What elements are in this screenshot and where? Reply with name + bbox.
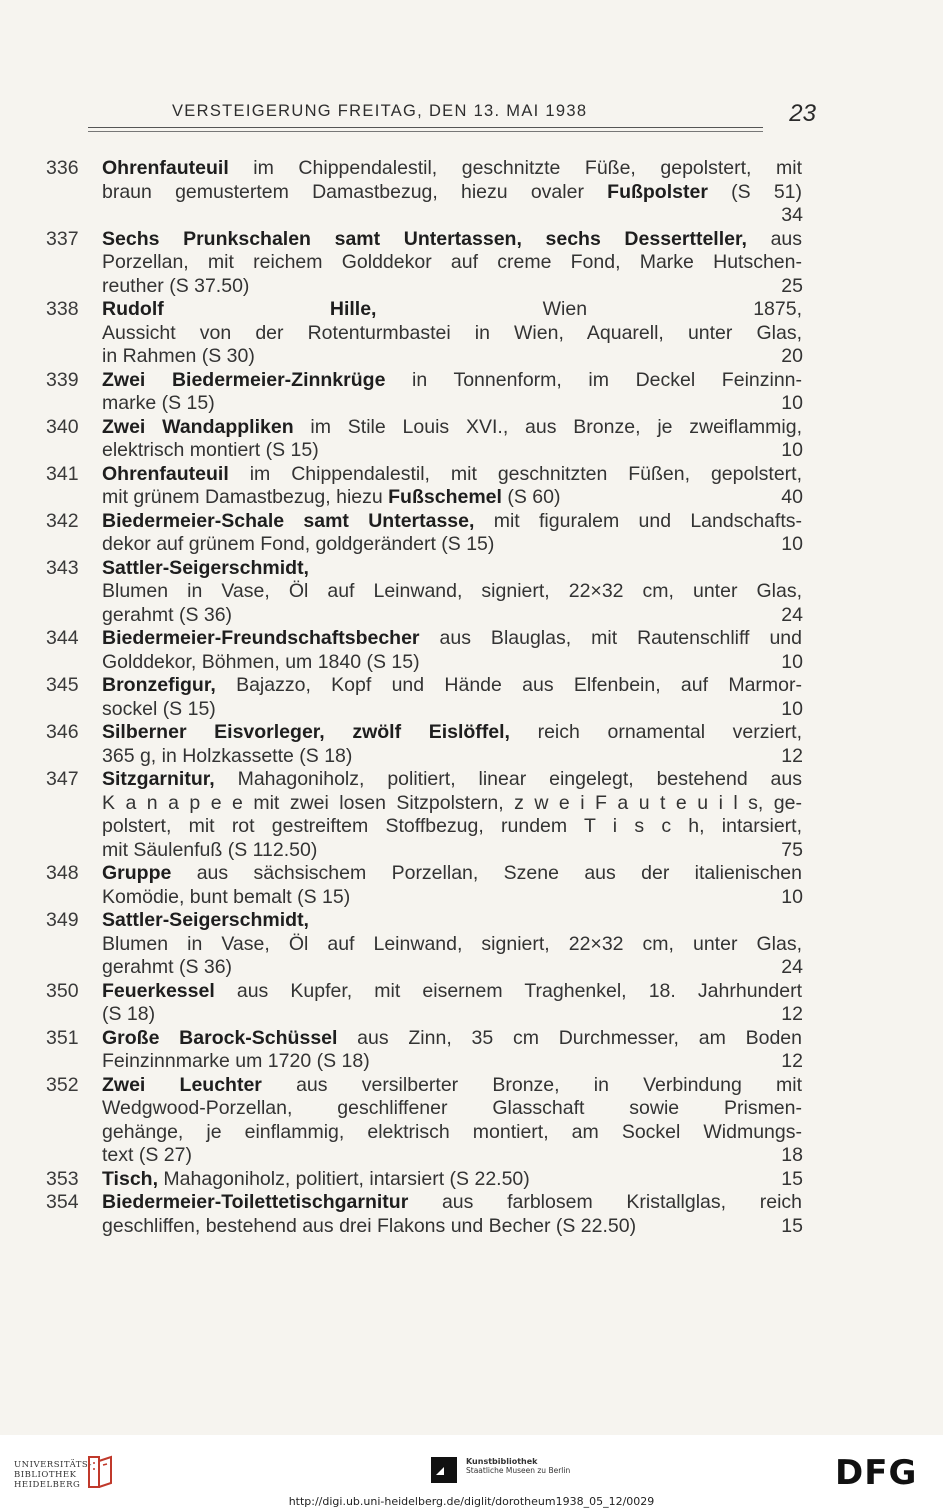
lot-line xyxy=(0,674,943,698)
lot-number: 346 xyxy=(46,721,79,743)
lot-price: 10 xyxy=(781,697,803,720)
lot-line xyxy=(0,1191,943,1215)
lot-line xyxy=(0,1168,943,1192)
lot-description xyxy=(102,909,802,933)
lot-text: reich ornamental verziert, xyxy=(509,721,802,743)
lot-title: Sattler-Seigerschmidt, xyxy=(102,556,309,579)
lot-entry xyxy=(0,1191,943,1238)
university-library-name xyxy=(14,1460,92,1490)
lot-price: 34 xyxy=(781,204,803,226)
lot-price: 12 xyxy=(781,1003,803,1025)
lot-title: Ohrenfauteuil xyxy=(102,157,229,179)
lot-description xyxy=(102,862,802,886)
lot-line xyxy=(0,1003,943,1027)
lot-title: Große Barock-Schüssel xyxy=(102,1026,338,1049)
lot-price: 24 xyxy=(781,956,803,978)
lot-description xyxy=(102,392,762,416)
lot-description xyxy=(102,1074,802,1098)
lot-entry xyxy=(0,157,943,228)
lot-line xyxy=(0,204,943,228)
lot-description xyxy=(102,980,802,1004)
lot-text: marke (S 15) xyxy=(102,392,215,414)
lot-description xyxy=(102,651,762,675)
lot-text: Porzellan, mit reichem Golddekor auf creme Fond, Marke Hutschen- xyxy=(102,251,802,273)
lot-text: Komödie, bunt bemalt (S 15) xyxy=(102,885,351,908)
lot-description xyxy=(102,228,802,252)
lot-text: Blumen in Vase, Öl auf Leinwand, signiert, 22×32 cm, unter Glas, xyxy=(102,932,802,955)
university-line: UNIVERSITÄTS- xyxy=(14,1460,92,1470)
lot-line xyxy=(0,510,943,534)
lot-text: Aussicht von der Rotenturmbastei in Wien, Aquarell, unter Glas, xyxy=(102,321,802,344)
lot-description xyxy=(102,1191,802,1215)
lot-number: 338 xyxy=(46,298,79,320)
lot-price: 10 xyxy=(781,439,803,461)
lot-line xyxy=(0,862,943,886)
lot-description xyxy=(102,815,802,839)
lot-line xyxy=(0,157,943,181)
lot-text: mit Säulenfuß (S 112.50) xyxy=(102,838,318,861)
lot-line xyxy=(0,651,943,675)
lot-number: 349 xyxy=(46,909,79,931)
lot-text: Feinzinnmarke um 1720 (S 18) xyxy=(102,1050,370,1072)
lot-line xyxy=(0,322,943,346)
lot-price: 15 xyxy=(781,1214,803,1237)
lot-line xyxy=(0,839,943,863)
lot-number: 352 xyxy=(46,1073,79,1096)
lot-line xyxy=(0,1097,943,1121)
lot-text: Golddekor, Böhmen, um 1840 (S 15) xyxy=(102,650,420,673)
lot-line xyxy=(0,228,943,252)
lot-price: 10 xyxy=(781,392,803,414)
lot-text: dekor auf grünem Fond, goldgerändert (S 15) xyxy=(102,533,495,555)
lot-number: 337 xyxy=(46,227,79,250)
lot-description xyxy=(102,251,802,275)
lot-text: Bajazzo, Kopf und Hände aus Elfenbein, auf Marmor- xyxy=(215,674,802,696)
lot-number: 351 xyxy=(46,1026,79,1049)
lot-text: Mahagoniholz, politiert, linear eingelegt, bestehend aus xyxy=(214,768,802,790)
lot-line xyxy=(0,792,943,816)
lot-line xyxy=(0,486,943,510)
lot-description xyxy=(102,1121,802,1145)
lot-line xyxy=(0,533,943,557)
lot-text: mit figuralem und Landschafts- xyxy=(474,509,802,532)
lot-title: Silberner Eisvorleger, zwölf Eislöffel, xyxy=(102,721,510,743)
lot-description xyxy=(102,463,802,487)
lot-title: Ohrenfauteuil xyxy=(102,462,229,485)
lot-text: gerahmt (S 36) xyxy=(102,956,233,978)
lot-description xyxy=(102,1003,762,1027)
lot-line xyxy=(0,956,943,980)
lot-entry xyxy=(0,674,943,721)
lot-number: 340 xyxy=(46,415,79,438)
lot-text: elektrisch montiert (S 15) xyxy=(102,439,319,461)
lot-entry xyxy=(0,1027,943,1074)
page-number: 23 xyxy=(789,100,816,127)
lot-text: im Stile Louis XVI., aus Bronze, je zweiflammig, xyxy=(293,415,802,438)
lot-text: aus farblosem Kristallglas, reich xyxy=(408,1191,802,1213)
university-line: BIBLIOTHEK xyxy=(14,1470,77,1480)
lot-number: 343 xyxy=(46,556,79,579)
lot-number: 347 xyxy=(46,768,79,790)
lot-number: 339 xyxy=(46,368,79,391)
lot-number: 354 xyxy=(46,1191,79,1213)
lot-number: 350 xyxy=(46,979,79,1002)
lot-text: K a n a p e e mit zwei losen Sitzpolstern, z w e i F a u t e u i l s, ge- xyxy=(102,791,802,814)
lot-number: 345 xyxy=(46,674,79,696)
lot-line xyxy=(0,698,943,722)
lot-list xyxy=(0,157,943,1238)
lot-number: 342 xyxy=(46,509,79,532)
footer xyxy=(0,1435,943,1512)
lot-text: (S 60) xyxy=(501,486,561,508)
lot-number: 336 xyxy=(46,157,79,179)
lot-text: im Chippendalestil, geschnitzte Füße, gepolstert, mit xyxy=(228,157,802,179)
lot-description xyxy=(102,557,802,581)
header-title: VERSTEIGERUNG FREITAG, DEN 13. MAI 1938 xyxy=(172,102,588,120)
lot-text: aus Blauglas, mit Rautenschliff und xyxy=(419,627,802,649)
lot-description xyxy=(102,416,802,440)
lot-title: Sattler-Seigerschmidt, xyxy=(102,909,309,931)
lot-price: 10 xyxy=(781,885,803,908)
lot-entry xyxy=(0,369,943,416)
lot-text: aus xyxy=(746,227,803,250)
lot-line xyxy=(0,557,943,581)
lot-text: aus sächsischem Porzellan, Szene aus der italienischen xyxy=(171,862,802,884)
lot-title: Zwei Wandappliken xyxy=(102,415,294,438)
lot-line xyxy=(0,345,943,369)
lot-description xyxy=(102,322,802,346)
lot-description xyxy=(102,298,802,322)
university-line: HEIDELBERG xyxy=(14,1480,81,1490)
header-rule xyxy=(88,131,763,132)
lot-text: in Rahmen (S 30) xyxy=(102,345,255,367)
lot-entry xyxy=(0,980,943,1027)
lot-description xyxy=(102,698,762,722)
lot-price: 25 xyxy=(781,274,803,297)
lot-title: Fußschemel xyxy=(388,486,502,508)
lot-entry xyxy=(0,557,943,628)
lot-title: Zwei Biedermeier-Zinnkrüge xyxy=(102,368,386,391)
lot-entry xyxy=(0,721,943,768)
lot-text: reuther (S 37.50) xyxy=(102,274,250,297)
lot-description xyxy=(102,510,802,534)
lot-entry xyxy=(0,1168,943,1192)
lot-line xyxy=(0,1121,943,1145)
lot-line xyxy=(0,181,943,205)
lot-description xyxy=(102,627,802,651)
lot-description xyxy=(102,1050,762,1074)
lot-entry xyxy=(0,627,943,674)
lot-number: 344 xyxy=(46,627,79,649)
lot-title: Tisch, xyxy=(102,1167,158,1190)
lot-description xyxy=(102,369,802,393)
lot-line xyxy=(0,1144,943,1168)
lot-number: 353 xyxy=(46,1167,79,1190)
lot-title: Bronzefigur, xyxy=(102,674,216,696)
lot-line xyxy=(0,627,943,651)
lot-line xyxy=(0,886,943,910)
lot-title: Rudolf Hille, xyxy=(102,298,377,320)
lot-price: 15 xyxy=(781,1167,803,1190)
lot-line xyxy=(0,721,943,745)
lot-title: Zwei Leuchter xyxy=(102,1073,262,1096)
lot-text: Blumen in Vase, Öl auf Leinwand, signiert, 22×32 cm, unter Glas, xyxy=(102,580,802,602)
lot-number: 348 xyxy=(46,862,79,884)
lot-description xyxy=(102,886,762,910)
lot-line xyxy=(0,745,943,769)
lot-text: sockel (S 15) xyxy=(102,697,216,720)
lot-title: Fußpolster xyxy=(607,180,708,203)
lot-text: (S 51) xyxy=(707,180,802,203)
lot-text: Mahagoniholz, politiert, intarsiert (S 22.50) xyxy=(158,1167,530,1190)
lot-description xyxy=(102,1097,802,1121)
lot-description xyxy=(102,157,802,181)
lot-text: text (S 27) xyxy=(102,1144,192,1166)
lot-description xyxy=(102,745,762,769)
lot-price: 10 xyxy=(781,650,803,673)
lot-description xyxy=(102,486,762,510)
lot-description xyxy=(102,439,762,463)
lot-title: Biedermeier-Toilettetischgarnitur xyxy=(102,1191,409,1213)
kunstbibliothek-logo-icon xyxy=(431,1457,457,1483)
lot-text: geschliffen, bestehend aus drei Flakons und Becher (S 22.50) xyxy=(102,1214,637,1237)
lot-text: gerahmt (S 36) xyxy=(102,603,233,626)
lot-line xyxy=(0,251,943,275)
lot-line xyxy=(0,1074,943,1098)
lot-line xyxy=(0,580,943,604)
page-header xyxy=(42,102,816,142)
lot-price: 12 xyxy=(781,1050,803,1072)
lot-description xyxy=(102,768,802,792)
kunstbibliothek-subtitle: Staatliche Museen zu Berlin xyxy=(466,1466,571,1475)
lot-description xyxy=(102,1144,762,1168)
lot-entry xyxy=(0,228,943,299)
lot-line xyxy=(0,463,943,487)
source-url[interactable]: http://digi.ub.uni-heidelberg.de/diglit/dorotheum1938_05_12/0029 xyxy=(288,1495,655,1508)
lot-price: 10 xyxy=(781,533,803,555)
university-logo-icon xyxy=(85,1453,115,1491)
lot-text: braun gemustertem Damastbezug, hiezu ovaler xyxy=(102,180,608,203)
lot-description xyxy=(102,792,802,816)
lot-text: Wedgwood-Porzellan, geschliffener Glasschaft sowie Prismen- xyxy=(102,1097,802,1119)
lot-price: 20 xyxy=(781,345,803,367)
lot-line xyxy=(0,1027,943,1051)
lot-line xyxy=(0,275,943,299)
lot-line xyxy=(0,1050,943,1074)
lot-text: 365 g, in Holzkassette (S 18) xyxy=(102,744,353,767)
lot-title: Feuerkessel xyxy=(102,979,215,1002)
lot-description xyxy=(102,580,802,604)
lot-entry xyxy=(0,416,943,463)
lot-title: Sechs Prunkschalen samt Untertassen, sechs Dessertteller, xyxy=(102,227,747,250)
lot-text: im Chippendalestil, mit geschnitzten Füßen, gepolstert, xyxy=(228,462,802,485)
lot-entry xyxy=(0,862,943,909)
lot-price: 24 xyxy=(781,603,803,626)
lot-entry xyxy=(0,1074,943,1168)
lot-description xyxy=(102,533,762,557)
lot-description xyxy=(102,345,762,369)
header-rule xyxy=(88,127,763,128)
lot-line xyxy=(0,980,943,1004)
lot-entry xyxy=(0,463,943,510)
lot-description xyxy=(102,1027,802,1051)
lot-text: Wien 1875, xyxy=(376,298,803,320)
lot-description xyxy=(102,1168,762,1192)
lot-title: Biedermeier-Freundschaftsbecher xyxy=(102,627,420,649)
lot-line xyxy=(0,933,943,957)
lot-line xyxy=(0,604,943,628)
lot-description xyxy=(102,181,802,205)
lot-text: polstert, mit rot gestreiftem Stoffbezug, rundem T i s c h, intarsiert, xyxy=(102,815,802,837)
lot-price: 75 xyxy=(781,838,803,861)
lot-line xyxy=(0,298,943,322)
lot-text: aus Kupfer, mit eisernem Traghenkel, 18. Jahrhundert xyxy=(214,979,802,1002)
lot-line xyxy=(0,909,943,933)
lot-text: (S 18) xyxy=(102,1003,156,1025)
lot-description xyxy=(102,275,762,299)
lot-line xyxy=(0,1215,943,1239)
lot-description xyxy=(102,604,762,628)
lot-title: Sitzgarnitur, xyxy=(102,768,215,790)
lot-line xyxy=(0,416,943,440)
lot-entry xyxy=(0,909,943,980)
kunstbibliothek-name: Kunstbibliothek xyxy=(466,1457,538,1466)
lot-line xyxy=(0,815,943,839)
lot-description xyxy=(102,956,762,980)
lot-entry xyxy=(0,768,943,862)
kunstbibliothek-label xyxy=(466,1457,570,1475)
lot-text: aus Zinn, 35 cm Durchmesser, am Boden xyxy=(337,1026,802,1049)
lot-description xyxy=(102,839,762,863)
lot-description xyxy=(102,933,802,957)
lot-line xyxy=(0,768,943,792)
lot-text: aus versilberter Bronze, in Verbindung mit xyxy=(261,1073,802,1096)
dfg-logo: DFG xyxy=(835,1453,918,1493)
lot-title: Gruppe xyxy=(102,862,172,884)
lot-text: gehänge, je einflammig, elektrisch montiert, am Sockel Widmungs- xyxy=(102,1120,802,1143)
lot-line xyxy=(0,439,943,463)
lot-entry xyxy=(0,510,943,557)
lot-price: 18 xyxy=(781,1144,803,1166)
lot-line xyxy=(0,369,943,393)
lot-entry xyxy=(0,298,943,369)
lot-description xyxy=(102,674,802,698)
lot-description xyxy=(102,1215,762,1239)
lot-description xyxy=(102,721,802,745)
lot-text: mit grünem Damastbezug, hiezu xyxy=(102,486,389,508)
lot-price: 12 xyxy=(781,744,803,767)
lot-line xyxy=(0,392,943,416)
lot-price: 40 xyxy=(781,486,803,508)
lot-number: 341 xyxy=(46,462,79,485)
lot-text: in Tonnenform, im Deckel Feinzinn- xyxy=(385,368,803,391)
lot-title: Biedermeier-Schale samt Untertasse, xyxy=(102,509,475,532)
